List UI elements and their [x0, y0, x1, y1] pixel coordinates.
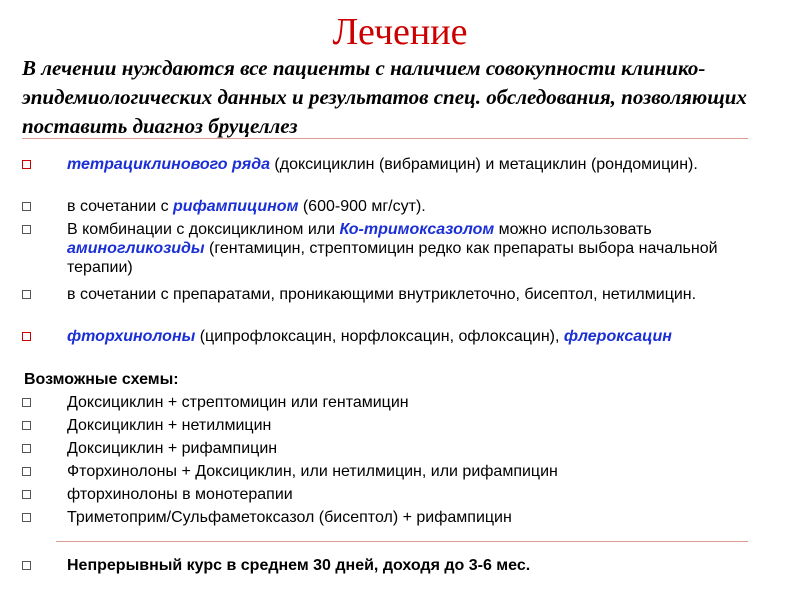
square-bullet-icon [22, 160, 31, 169]
square-bullet-icon [22, 398, 31, 407]
drug-class-tetracycline: тетрациклинового ряда [67, 156, 270, 173]
square-bullet-icon [22, 332, 31, 341]
schemes-divider [56, 541, 748, 542]
list-item [0, 485, 800, 508]
schemes-list [0, 393, 800, 531]
slide-subtitle: В лечении нуждаются все пациенты с наличием совокупности клинико-эпидемиологических данных и результатов спец. обследования, позволяющих поставить диагноз бруцеллез [22, 56, 747, 138]
drug-detail: (ципрофлоксацин, норфлоксацин, офлоксацин), [195, 328, 564, 345]
list-item [0, 220, 800, 285]
drug-prefix: в сочетании с [67, 198, 174, 215]
drug-detail: (доксициклин (вибрамицин) и метациклин (рондомицин). [269, 156, 698, 173]
scheme-text: Доксициклин + рифампицин [67, 440, 278, 457]
scheme-text: Триметоприм/Сульфаметоксазол (бисептол) + рифампицин [67, 509, 512, 526]
square-bullet-icon [22, 561, 31, 570]
list-item [0, 556, 800, 579]
scheme-text: Доксициклин + стрептомицин или гентамицин [67, 394, 409, 411]
square-bullet-icon [22, 444, 31, 453]
list-item [0, 327, 800, 369]
square-bullet-icon [22, 290, 31, 299]
drug-detail: (гентамицин, стрептомицин редко как препараты выбора начальной терапии) [67, 240, 718, 276]
subtitle-divider [22, 138, 748, 139]
list-item [0, 508, 800, 531]
course-list [0, 556, 800, 579]
drug-list [0, 155, 800, 369]
square-bullet-icon [22, 225, 31, 234]
drug-co-trimoxazole: Ко-тримоксазолом [339, 221, 495, 238]
drug-detail: в сочетании с препаратами, проникающими внутриклеточно, бисептол, нетилмицин. [67, 286, 697, 303]
list-item [0, 416, 800, 439]
scheme-text: фторхинолоны в монотерапии [67, 486, 293, 503]
drug-fleroxacin: флероксацин [563, 328, 672, 345]
scheme-text: Фторхинолоны + Доксициклин, или нетилмицин, или рифампицин [67, 463, 558, 480]
drug-rifampicin: рифампицином [173, 198, 299, 215]
slide-title: Лечение [332, 11, 468, 53]
square-bullet-icon [22, 202, 31, 211]
drug-class-fluoroquinolones: фторхинолоны [67, 328, 196, 345]
square-bullet-icon [22, 467, 31, 476]
list-item [0, 155, 800, 197]
drug-aminoglycosides: аминогликозиды [67, 240, 205, 257]
square-bullet-icon [22, 421, 31, 430]
course-duration: Непрерывный курс в среднем 30 дней, доходя до 3-6 мес. [67, 557, 531, 574]
schemes-heading: Возможные схемы: [24, 371, 179, 388]
scheme-text: Доксициклин + нетилмицин [67, 417, 272, 434]
square-bullet-icon [22, 513, 31, 522]
drug-detail: (600-900 мг/сут). [298, 198, 426, 215]
list-item [0, 197, 800, 220]
list-item [0, 393, 800, 416]
list-item [0, 285, 800, 327]
drug-prefix: В комбинации с доксициклином или [67, 221, 340, 238]
square-bullet-icon [22, 490, 31, 499]
drug-middle: можно использовать [494, 221, 652, 238]
list-item [0, 439, 800, 462]
list-item [0, 462, 800, 485]
